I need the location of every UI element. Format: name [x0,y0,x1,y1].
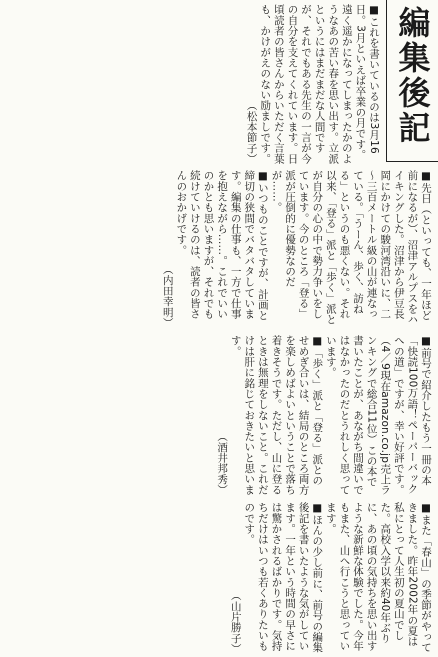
header-box [386,0,438,162]
paragraph: ■前号で紹介したもう一冊の本「快読100万語！ペーパーバックへの道」ですが、幸い好評です。（4／9現在amazon.co.jp売上ランキングで総合11位）この本で書いたことが、あながち間違いではなかったのだとうれしく思っています。 [324,335,432,495]
signature: （酒井邦秀） [216,431,229,495]
text-tier-3 [0,335,432,495]
paragraph: ■いつものことですが、計画と締切の狭間でバタバタしています。編集の仕事も、一方で仕事を抱えながら……。これでいいのかとも思いますが、それでも続けていけるのは、読者の皆さんのおかげです。 [175,170,269,321]
text-tier-4 [0,502,432,654]
paragraph: ■また「春山」の季節がやってきました。昨年2002年の夏は私にとって人生初の夏山でした。高校入学以来約40年ぶりに、あの頃の気持ちを思い出すような新鮮な体験でした。今年もまた、山へ行こうと思っています。 [324,502,432,653]
text-tier-1 [0,4,380,164]
signature: （山片勝子） [229,590,242,654]
signature: （松本節子） [245,100,258,164]
paragraph: ■ほんの少し前に、前号の編集後記を書いたような気がしています。一年という時間の早さには驚かされるばかりです。気持ちだけはいつも若くありたいものです。 [243,502,324,653]
paragraph: ■「歩く」派と「登る」派とのせめぎ合いは、結局のところ両方を楽しめばよいということで落ち着きそうです。ただし、山に登るときは無理をしないこと。これだけは肝に銘じておきたいと思います。 [229,335,324,495]
paragraph: ■これを書いているのは3月16日。3月といえば卒業の月です。遠く遥かになってしまったかのようなあの苦い春を思い出す。立派というにはまだまだな人間ですが、それでもある先生の一言が今の自分を支えてくれています。日頃読者の皆さんからいただく言葉も、かけがえのない励ましです。 [259,4,380,164]
paragraph: ■先日（といっても、一年ほど前になるが）、沼津アルプスをハイキングした。沼津から伊豆長岡にかけての駿河湾沿いに、二～三百メートル級の山が連なっている。「うーん、歩く、訪ねる」というのも悪くない。それ以来、「登る」派と「歩く」派とが自分の心の中で勢力争いをしています。今のところ「登る」派が圧倒的に優勢なのだが……。 [270,170,432,325]
page-title: 編集後記 [393,6,432,146]
signature: （内田幸明） [161,264,174,328]
text-tier-2 [0,170,432,328]
